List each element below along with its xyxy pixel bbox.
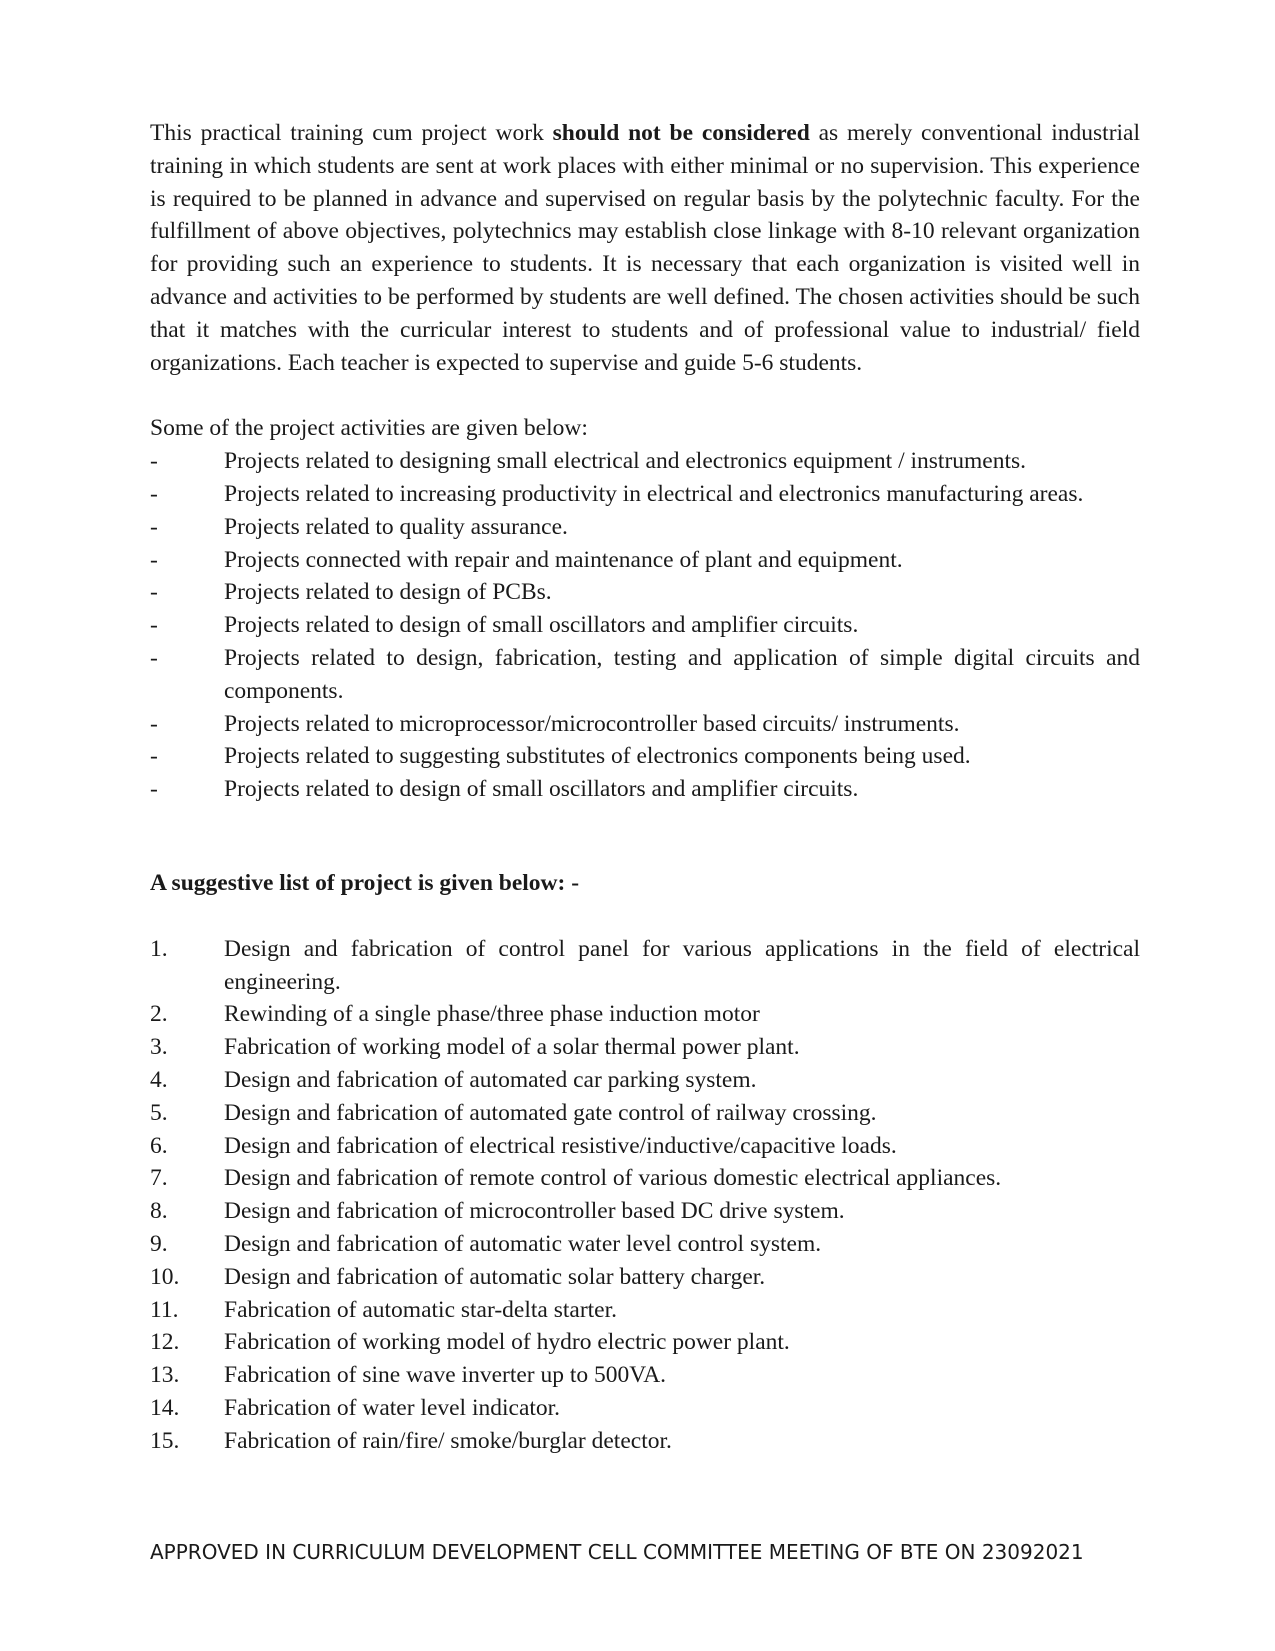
bullet-marker: - — [150, 513, 158, 540]
list-item-text: Projects related to designing small electrical and electronics equipment / instruments. — [224, 448, 1027, 475]
list-item — [150, 773, 1140, 806]
list-item-text: Projects related to suggesting substitutes of electronics components being used. — [224, 743, 971, 770]
list-item — [150, 1392, 1140, 1425]
document-page — [150, 117, 1140, 1457]
list-number: 14. — [150, 1394, 180, 1421]
bullet-marker: - — [150, 644, 158, 671]
list-number: 4. — [150, 1066, 168, 1093]
list-item-text: Design and fabrication of microcontroller based DC drive system. — [224, 1198, 845, 1225]
list-item — [150, 1294, 1140, 1327]
list-item — [150, 1425, 1140, 1458]
list-item-text: Design and fabrication of automatic solar battery charger. — [224, 1263, 766, 1290]
list-number: 15. — [150, 1427, 180, 1454]
activities-list — [150, 445, 1140, 806]
bullet-marker: - — [150, 710, 158, 737]
intro-paragraph — [150, 117, 1140, 379]
list-item-text: Fabrication of automatic star-delta starter. — [224, 1296, 618, 1323]
list-item-text: Design and fabrication of control panel for various applications in the field of electrical engineering. — [224, 935, 1140, 995]
intro-bold-phrase: should not be considered — [552, 120, 810, 146]
bullet-marker: - — [150, 743, 158, 770]
list-number: 11. — [150, 1296, 179, 1323]
list-item — [150, 511, 1140, 544]
list-item-text: Fabrication of working model of hydro electric power plant. — [224, 1329, 790, 1356]
list-item-text: Projects related to increasing productivity in electrical and electronics manufacturing areas. — [224, 480, 1084, 507]
list-item-text: Projects related to design of small oscillators and amplifier circuits. — [224, 612, 859, 639]
list-item-text: Projects related to design of PCBs. — [224, 579, 552, 606]
list-item-text: Fabrication of rain/fire/ smoke/burglar detector. — [224, 1427, 672, 1454]
list-item — [150, 1097, 1140, 1130]
list-item-text: Design and fabrication of automated gate control of railway crossing. — [224, 1099, 877, 1126]
list-number: 13. — [150, 1362, 180, 1389]
list-number: 1. — [150, 935, 168, 962]
list-item — [150, 445, 1140, 478]
list-item-text: Design and fabrication of remote control of various domestic electrical appliances. — [224, 1165, 1002, 1192]
list-item-text: Projects connected with repair and maintenance of plant and equipment. — [224, 546, 903, 573]
list-item-text: Rewinding of a single phase/three phase induction motor — [224, 1001, 760, 1028]
page-footer: APPROVED IN CURRICULUM DEVELOPMENT CELL COMMITTEE MEETING OF BTE ON 23092021 — [150, 1540, 1084, 1564]
list-item-text: Design and fabrication of electrical resistive/inductive/capacitive loads. — [224, 1132, 897, 1159]
list-item — [150, 576, 1140, 609]
list-item-text: Design and fabrication of automatic water level control system. — [224, 1230, 822, 1257]
list-item — [150, 1195, 1140, 1228]
list-item-text: Projects related to quality assurance. — [224, 513, 568, 540]
bullet-marker: - — [150, 579, 158, 606]
list-item — [150, 1326, 1140, 1359]
list-item-text: Fabrication of working model of a solar thermal power plant. — [224, 1034, 800, 1061]
list-item-text: Projects related to design of small oscillators and amplifier circuits. — [224, 776, 859, 803]
list-item — [150, 998, 1140, 1031]
list-number: 12. — [150, 1329, 180, 1356]
list-number: 10. — [150, 1263, 180, 1290]
bullet-marker: - — [150, 480, 158, 507]
list-item — [150, 708, 1140, 741]
intro-text-start: This practical training cum project work — [150, 120, 553, 146]
list-number: 5. — [150, 1099, 168, 1126]
list-item-text: Projects related to design, fabrication, testing and application of simple digital circuits and components. — [224, 644, 1140, 704]
intro-text-rest: as merely conventional industrial training in which students are sent at work places with either minimal or no supervision. This experience is required to be planned in advance and supervised on regular basis by the polytechnic faculty. For the fulfillment of above objectives, polytechnics may establish close linkage with 8-10 relevant organization for providing such an experience to students. It is necessary that each organization is visited well in advance and activities to be performed by students are well defined. The chosen activities should be such that it matches with the curricular interest to students and of professional value to industrial/ field organizations. Each teacher is expected to supervise and guide 5-6 students. — [150, 120, 1141, 376]
list-item — [150, 1064, 1140, 1097]
list-item — [150, 933, 1140, 999]
list-item — [150, 544, 1140, 577]
bullet-marker: - — [150, 546, 158, 573]
bullet-marker: - — [150, 448, 158, 475]
list-number: 7. — [150, 1165, 168, 1192]
list-item — [150, 642, 1140, 708]
list-item — [150, 1359, 1140, 1392]
list-item — [150, 1261, 1140, 1294]
projects-list — [150, 933, 1140, 1458]
list-item-text: Fabrication of sine wave inverter up to 500VA. — [224, 1362, 667, 1389]
list-number: 2. — [150, 1001, 168, 1028]
bullet-marker: - — [150, 612, 158, 639]
list-item-text: Fabrication of water level indicator. — [224, 1394, 561, 1421]
bullet-marker: - — [150, 776, 158, 803]
list-item — [150, 740, 1140, 773]
list-number: 9. — [150, 1230, 168, 1257]
list-number: 8. — [150, 1198, 168, 1225]
projects-heading: A suggestive list of project is given below: - — [150, 869, 580, 896]
list-item — [150, 1162, 1140, 1195]
list-item — [150, 1031, 1140, 1064]
list-item — [150, 1228, 1140, 1261]
list-item — [150, 609, 1140, 642]
list-number: 6. — [150, 1132, 168, 1159]
list-item-text: Projects related to microprocessor/microcontroller based circuits/ instruments. — [224, 710, 960, 737]
list-item — [150, 1130, 1140, 1163]
list-item — [150, 478, 1140, 511]
list-number: 3. — [150, 1034, 168, 1061]
list-item-text: Design and fabrication of automated car parking system. — [224, 1066, 757, 1093]
activities-intro: Some of the project activities are given below: — [150, 415, 588, 442]
